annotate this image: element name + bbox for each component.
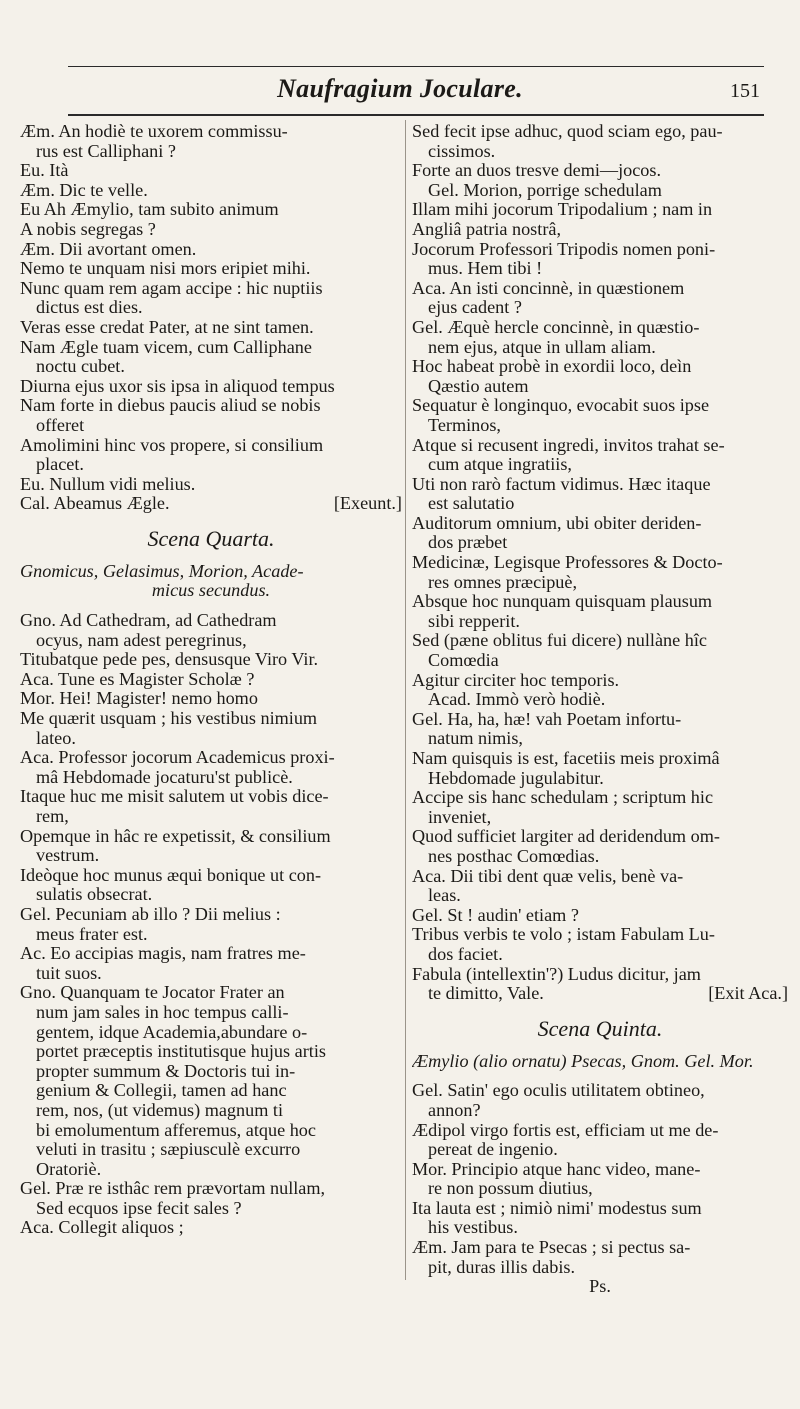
line-text: dos faciet.	[428, 944, 503, 964]
line-text: te dimitto, Vale.	[428, 984, 544, 1004]
text-line	[20, 181, 402, 201]
text-line	[20, 494, 402, 514]
line-text: Sequatur è longinquo, evocabit suos ipse	[412, 396, 710, 416]
text-line	[20, 768, 402, 788]
text-line	[20, 983, 402, 1003]
text-line	[412, 906, 788, 926]
line-text: tuit suos.	[36, 963, 102, 983]
cast-line: micus secundus.	[151, 581, 271, 601]
text-line	[20, 318, 402, 338]
text-line	[20, 1081, 402, 1101]
page-header	[0, 74, 800, 108]
text-line	[412, 729, 788, 749]
text-line	[412, 671, 788, 691]
line-text: est salutatio	[428, 494, 515, 514]
stage-direction: [Exit Aca.]	[708, 984, 788, 1004]
text-line	[20, 964, 402, 984]
line-text: Ideòque hoc munus æqui bonique ut con-	[20, 865, 322, 885]
text-line	[412, 318, 788, 338]
text-line	[412, 984, 788, 1004]
text-line	[20, 807, 402, 827]
text-line	[412, 416, 788, 436]
line-text: Tribus verbis te volo ; istam Fabulam Lu-	[412, 925, 715, 945]
text-line	[412, 769, 788, 789]
text-line	[412, 965, 788, 985]
text-line	[412, 788, 788, 808]
line-text: Me quærit usquam ; his vestibus nimium	[20, 709, 318, 729]
line-text: Ædipol virgo fortis est, efficiam ut me de-	[412, 1120, 719, 1140]
line-text: Opemque in hâc re expetissit, & consilium	[20, 826, 331, 846]
line-text: offeret	[36, 415, 85, 435]
line-text: Gel. Satin' ego oculis utilitatem obtineo,	[412, 1081, 705, 1101]
text-line	[412, 455, 788, 475]
line-text: num jam sales in hoc tempus calli-	[36, 1002, 289, 1022]
text-line	[20, 827, 402, 847]
text-line	[412, 1277, 788, 1297]
line-text: Oratoriè.	[36, 1159, 102, 1179]
line-text: gentem, idque Academia,abundare o-	[36, 1022, 308, 1042]
text-line	[412, 475, 788, 495]
text-line	[20, 1042, 402, 1062]
right-column	[412, 122, 788, 1297]
text-line	[412, 122, 788, 142]
text-line	[20, 748, 402, 768]
text-line	[412, 220, 788, 240]
line-text: Mor. Principio atque hanc video, mane-	[412, 1159, 701, 1179]
line-text: Qæstio autem	[428, 376, 529, 396]
line-text: rem, nos, (ut videmus) magnum ti	[36, 1100, 284, 1120]
line-text: Accipe sis hanc schedulam ; scriptum hic	[412, 788, 714, 808]
line-text: Aca. Tune es Magister Scholæ ?	[20, 669, 255, 689]
text-line	[412, 808, 788, 828]
text-line	[20, 925, 402, 945]
line-text: Agitur circiter hoc temporis.	[412, 670, 620, 690]
line-text: Gel. Æquè hercle concinnè, in quæstio-	[412, 317, 700, 337]
line-text: Nam Ægle tuam vicem, cum Calliphane	[20, 337, 312, 357]
line-text: propter summum & Doctoris tui in-	[36, 1061, 296, 1081]
text-line	[412, 1218, 788, 1238]
text-line	[20, 650, 402, 670]
text-line	[20, 122, 402, 142]
text-line	[20, 729, 402, 749]
text-line	[20, 1199, 402, 1219]
text-line	[20, 885, 402, 905]
line-text: Aca. An isti concinnè, in quæstionem	[412, 278, 685, 298]
line-text: Ita lauta est ; nimiò nimi' modestus sum	[412, 1198, 702, 1218]
line-text: ocyus, nam adest peregrinus,	[36, 630, 247, 650]
text-line	[412, 592, 788, 612]
text-line	[412, 436, 788, 456]
text-line	[412, 631, 788, 651]
line-text: Absque hoc nunquam quisquam plausum	[412, 592, 713, 612]
text-line	[20, 709, 402, 729]
line-text: Medicinæ, Legisque Professores & Docto-	[412, 553, 723, 573]
text-line	[20, 455, 402, 475]
text-line	[20, 905, 402, 925]
line-text: Forte an duos tresve demi—jocos.	[412, 161, 662, 181]
line-text: sibi repperit.	[428, 611, 520, 631]
line-text: Jocorum Professori Tripodis nomen poni-	[412, 239, 716, 259]
stage-direction: [Exeunt.]	[333, 494, 402, 514]
line-text: Titubatque pede pes, densusque Viro Vir.	[20, 650, 319, 670]
scene-heading: Scena Quarta.	[147, 525, 275, 551]
line-text: nem ejus, atque in ullam aliam.	[428, 337, 656, 357]
text-line	[20, 1023, 402, 1043]
line-text: dictus est dies.	[36, 298, 143, 318]
line-text: bi emolumentum afferemus, atque hoc	[36, 1120, 316, 1140]
line-text: inveniet,	[428, 807, 492, 827]
text-line	[412, 357, 788, 377]
line-text: Æm. Dii avortant omen.	[20, 239, 197, 259]
line-text: Gel. Pecuniam ab illo ? Dii melius :	[20, 904, 281, 924]
text-line	[412, 690, 788, 710]
text-line	[412, 612, 788, 632]
line-text: Uti non rarò factum vidimus. Hæc itaque	[412, 474, 711, 494]
line-text: pereat de ingenio.	[428, 1140, 558, 1160]
line-text: his vestibus.	[428, 1218, 518, 1238]
line-text: nes posthac Comœdias.	[428, 846, 600, 866]
scene-heading: Scena Quinta.	[537, 1015, 663, 1041]
text-line	[412, 1179, 788, 1199]
line-text: Nam forte in diebus paucis aliud se nobis	[20, 396, 321, 416]
line-text: natum nimis,	[428, 729, 523, 749]
line-text: Gno. Ad Cathedram, ad Cathedram	[20, 611, 277, 631]
line-text: dos præbet	[428, 533, 508, 553]
line-text: cissimos.	[428, 141, 496, 161]
text-line	[412, 533, 788, 553]
text-line	[412, 142, 788, 162]
text-line	[412, 1081, 788, 1101]
text-line	[20, 338, 402, 358]
line-text: rus est Calliphani ?	[36, 141, 176, 161]
text-line	[412, 514, 788, 534]
line-text: sulatis obsecrat.	[36, 885, 153, 905]
text-line	[412, 651, 788, 671]
line-text: noctu cubet.	[36, 357, 125, 377]
text-line	[20, 944, 402, 964]
line-text: Nemo te unquam nisi mors eripiet mihi.	[20, 259, 311, 279]
line-text: Ac. Eo accipias magis, nam fratres me-	[20, 944, 306, 964]
line-text: Diurna ejus uxor sis ipsa in aliquod tempus	[20, 376, 335, 396]
line-text: cum atque ingratiis,	[428, 455, 572, 475]
text-line	[20, 416, 402, 436]
text-line	[20, 631, 402, 651]
line-text: genium & Collegii, tamen ad hanc	[36, 1081, 287, 1101]
cast-line: Æmylio (alio ornatu) Psecas, Gnom. Gel. Mor.	[412, 1051, 754, 1071]
text-line	[412, 298, 788, 318]
line-text: Eu. Ità	[20, 161, 69, 181]
line-text: leas.	[428, 886, 461, 906]
cast-list	[20, 562, 402, 601]
left-column	[20, 122, 402, 1238]
text-line	[20, 436, 402, 456]
line-text: Atque si recusent ingredi, invitos trahat se-	[412, 435, 725, 455]
text-line	[20, 846, 402, 866]
line-text: Aca. Dii tibi dent quæ velis, benè va-	[412, 866, 684, 886]
text-line	[20, 1003, 402, 1023]
text-line	[20, 866, 402, 886]
cast-list	[412, 1052, 788, 1072]
line-text: Eu Ah Æmylio, tam subito animum	[20, 200, 279, 220]
text-line	[412, 847, 788, 867]
text-line	[412, 867, 788, 887]
text-line	[20, 1062, 402, 1082]
text-line	[20, 1160, 402, 1180]
text-line	[20, 1218, 402, 1238]
text-line	[412, 1199, 788, 1219]
line-text: Hebdomade jugulabitur.	[428, 768, 604, 788]
line-text: mus. Hem tibi !	[428, 259, 543, 279]
text-line	[20, 475, 402, 495]
line-text: Comœdia	[428, 651, 499, 671]
line-text: mâ Hebdomade jocaturu'st publicè.	[36, 767, 293, 787]
text-line	[412, 1121, 788, 1141]
line-text: Hoc habeat probè in exordii loco, deìn	[412, 357, 692, 377]
text-line	[20, 787, 402, 807]
line-text: Gel. Morion, porrige schedulam	[428, 180, 662, 200]
text-line	[20, 1179, 402, 1199]
text-line	[20, 298, 402, 318]
text-line	[412, 259, 788, 279]
line-text: re non possum diutius,	[428, 1179, 593, 1199]
running-title: Naufragium Joculare.	[277, 74, 523, 103]
line-text: Sed fecit ipse adhuc, quod sciam ego, pau-	[412, 122, 723, 141]
text-line	[20, 357, 402, 377]
text-line	[20, 220, 402, 240]
line-text: Gno. Quanquam te Jocator Frater an	[20, 983, 285, 1003]
text-line	[412, 396, 788, 416]
text-line	[412, 1101, 788, 1121]
line-text: Sed ecquos ipse fecit sales ?	[36, 1198, 242, 1218]
line-text: Fabula (intellextin'?) Ludus dicitur, jam	[412, 964, 701, 984]
line-text: meus frater est.	[36, 924, 148, 944]
cast-line: Gnomicus, Gelasimus, Morion, Acade-	[20, 561, 304, 581]
line-text: A nobis segregas ?	[20, 219, 156, 239]
line-text: placet.	[36, 455, 84, 475]
text-line	[412, 1258, 788, 1278]
text-line	[20, 279, 402, 299]
line-text: res omnes præcipuè,	[428, 572, 577, 592]
line-text: Ps.	[589, 1277, 611, 1297]
line-text: veluti in trasitu ; sæpiusculè excurro	[36, 1140, 301, 1160]
line-text: Nunc quam rem agam accipe : hic nuptiis	[20, 278, 323, 298]
text-line	[412, 553, 788, 573]
text-line	[412, 161, 788, 181]
text-line	[412, 240, 788, 260]
text-line	[412, 827, 788, 847]
text-line	[20, 689, 402, 709]
line-text: Cal. Abeamus Ægle.	[20, 494, 170, 514]
text-line	[20, 259, 402, 279]
text-line	[412, 945, 788, 965]
text-line	[412, 1140, 788, 1160]
top-rule	[68, 66, 764, 67]
line-text: Nam quisquis is est, facetiis meis proximâ	[412, 749, 720, 768]
text-line	[412, 494, 788, 514]
line-text: Itaque huc me misit salutem ut vobis dice-	[20, 787, 329, 807]
column-divider	[405, 120, 406, 1280]
line-text: Gel. Præ re isthâc rem prævortam nullam,	[20, 1179, 326, 1199]
line-text: pit, duras illis dabis.	[428, 1257, 576, 1277]
line-text: Aca. Collegit aliquos ;	[20, 1218, 184, 1238]
header-rule	[68, 114, 764, 116]
text-line	[412, 200, 788, 220]
text-line	[412, 181, 788, 201]
line-text: Æm. An hodiè te uxorem commissu-	[20, 122, 288, 141]
line-text: vestrum.	[36, 846, 100, 866]
text-line	[412, 749, 788, 769]
text-line	[412, 886, 788, 906]
text-line	[412, 1238, 788, 1258]
line-text: Veras esse credat Pater, at ne sint tamen.	[20, 317, 314, 337]
line-text: lateo.	[36, 728, 76, 748]
line-text: Terminos,	[428, 415, 501, 435]
text-line	[412, 573, 788, 593]
text-line	[20, 142, 402, 162]
text-line	[412, 710, 788, 730]
text-line	[20, 1121, 402, 1141]
line-text: Æm. Jam para te Psecas ; si pectus sa-	[412, 1238, 691, 1258]
text-line	[20, 240, 402, 260]
line-text: Amolimini hinc vos propere, si consilium	[20, 435, 324, 455]
text-line	[412, 925, 788, 945]
line-text: Sed (pæne oblitus fui dicere) nullàne hîc	[412, 631, 707, 651]
line-text: Auditorum omnium, ubi obiter deriden-	[412, 513, 702, 533]
text-line	[20, 161, 402, 181]
text-line	[20, 670, 402, 690]
line-text: rem,	[36, 807, 69, 826]
text-line	[20, 377, 402, 397]
line-text: Gel. St ! audin' etiam ?	[412, 905, 579, 925]
line-text: Acad. Immò verò hodiè.	[428, 690, 606, 710]
line-text: Eu. Nullum vidi melius.	[20, 474, 196, 494]
line-text: Æm. Dic te velle.	[20, 180, 148, 200]
text-line	[412, 279, 788, 299]
line-text: Gel. Ha, ha, hæ! vah Poetam infortu-	[412, 709, 682, 729]
line-text: Illam mihi jocorum Tripodalium ; nam in	[412, 200, 713, 220]
page-number: 151	[730, 80, 760, 102]
text-line	[20, 1101, 402, 1121]
text-line	[20, 396, 402, 416]
text-line	[412, 1160, 788, 1180]
line-text: ejus cadent ?	[428, 298, 522, 318]
text-line	[412, 377, 788, 397]
line-text: Quod sufficiet largiter ad deridendum om-	[412, 827, 720, 847]
line-text: Mor. Hei! Magister! nemo homo	[20, 689, 258, 709]
line-text: portet præceptis institutisque hujus artis	[36, 1042, 326, 1062]
text-line	[20, 1140, 402, 1160]
text-line	[20, 200, 402, 220]
text-line	[412, 338, 788, 358]
text-line	[20, 611, 402, 631]
line-text: Aca. Professor jocorum Academicus proxi-	[20, 748, 335, 768]
line-text: annon?	[428, 1100, 481, 1120]
line-text: Angliâ patria nostrâ,	[412, 219, 561, 239]
